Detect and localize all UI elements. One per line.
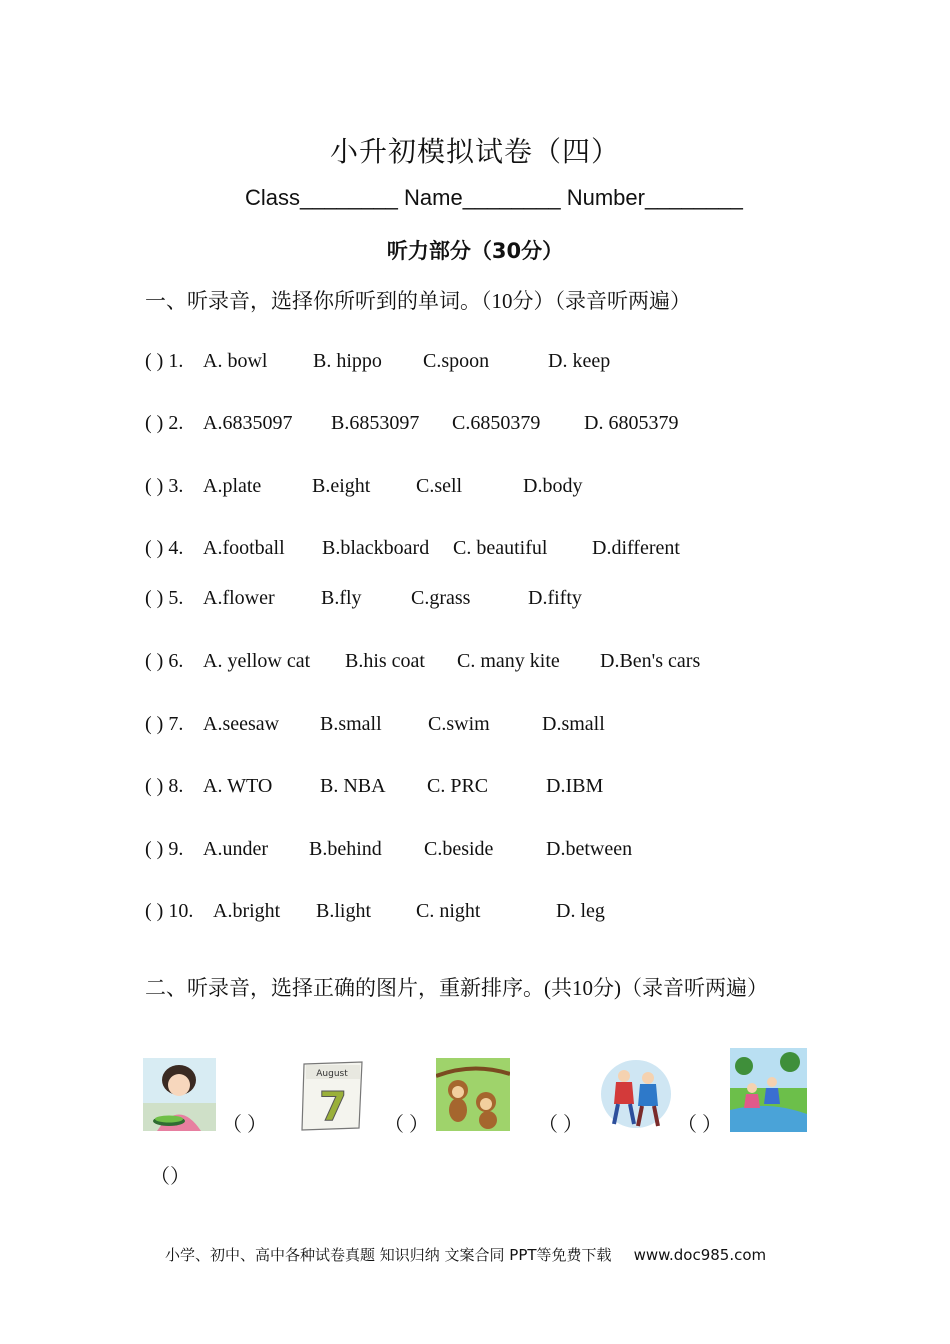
option-c: C.beside: [424, 838, 494, 860]
part2-instruction: 二、听录音，选择正确的图片，重新排序。(共10分)（录音听两遍）: [145, 976, 768, 1000]
option-a: A.plate: [203, 475, 262, 497]
question-prefix: ( ) 1.: [145, 350, 184, 372]
calendar-month-text: August: [316, 1069, 348, 1079]
option-c: C. PRC: [427, 775, 489, 797]
option-c: C. many kite: [457, 650, 560, 672]
option-c: C.spoon: [423, 350, 490, 372]
question-prefix: ( ) 2.: [145, 412, 184, 434]
number-field: Number________: [566, 185, 743, 210]
calendar-day-text: 7: [319, 1084, 347, 1130]
option-b: B.6853097: [331, 412, 420, 434]
section-title: 听力部分（30分）: [386, 239, 564, 263]
option-a: A.bright: [213, 900, 281, 922]
option-b: B.small: [320, 713, 382, 735]
option-b: B.his coat: [345, 650, 425, 672]
question-prefix: ( ) 3.: [145, 475, 184, 497]
calendar-picture: [296, 1058, 369, 1131]
option-a: A.6835097: [203, 412, 293, 434]
option-a: A. WTO: [203, 775, 273, 797]
option-b: B.blackboard: [322, 537, 430, 559]
option-b: B.behind: [309, 838, 382, 860]
question-prefix: ( ) 8.: [145, 775, 184, 797]
option-c: C.swim: [428, 713, 490, 735]
answer-blank: （ ）: [538, 1114, 583, 1136]
question-prefix: ( ) 9.: [145, 838, 184, 860]
answer-blank: （）: [150, 1166, 190, 1188]
option-b: B.fly: [321, 587, 362, 609]
answer-blank: （ ）: [222, 1114, 267, 1136]
option-a: A.football: [203, 537, 285, 559]
footer-text: 小学、初中、高中各种试卷真题 知识归纳 文案合同 PPT等免费下载: [165, 1246, 612, 1264]
option-b: B.light: [316, 900, 372, 922]
option-d: D.fifty: [528, 587, 582, 609]
option-c: C.6850379: [452, 412, 541, 434]
cooking-woman-picture: [143, 1058, 216, 1131]
question-prefix: ( ) 10.: [145, 900, 194, 922]
option-d: D.between: [546, 838, 633, 860]
option-c: C.grass: [411, 587, 471, 609]
option-c: C. night: [416, 900, 481, 922]
option-d: D.Ben's cars: [600, 650, 701, 672]
question-prefix: ( ) 4.: [145, 537, 184, 559]
option-b: B. NBA: [320, 775, 386, 797]
option-b: B. hippo: [313, 350, 382, 372]
question-prefix: ( ) 6.: [145, 650, 184, 672]
page-title: 小升初模拟试卷（四）: [329, 137, 620, 168]
option-c: C.sell: [416, 475, 463, 497]
question-prefix: ( ) 5.: [145, 587, 184, 609]
option-a: A.seesaw: [203, 713, 280, 735]
option-d: D.small: [542, 713, 605, 735]
option-c: C. beautiful: [453, 537, 548, 559]
option-b: B.eight: [312, 475, 371, 497]
option-d: D. 6805379: [584, 412, 679, 434]
option-d: D. keep: [548, 350, 611, 372]
option-d: D.body: [523, 475, 583, 497]
skating-children-picture: [600, 1058, 672, 1131]
student-info-fields: [245, 185, 743, 211]
option-a: A.under: [203, 838, 268, 860]
answer-blank: （ ）: [384, 1114, 429, 1136]
option-a: A. yellow cat: [203, 650, 311, 672]
park-children-picture: [730, 1048, 807, 1132]
question-prefix: ( ) 7.: [145, 713, 184, 735]
footer: [165, 1244, 766, 1265]
option-a: A.flower: [203, 587, 275, 609]
part1-instruction: 一、听录音，选择你所听到的单词。（10分）（录音听两遍）: [145, 289, 691, 313]
monkeys-picture: [436, 1058, 510, 1131]
option-d: D.different: [592, 537, 680, 559]
answer-blank: （ ）: [677, 1114, 722, 1136]
option-a: A. bowl: [203, 350, 268, 372]
class-field: Class________: [245, 185, 398, 210]
name-field: Name________: [404, 185, 561, 210]
option-d: D.IBM: [546, 775, 604, 797]
footer-site-link[interactable]: www.doc985.com: [633, 1246, 767, 1264]
option-d: D. leg: [556, 900, 605, 922]
